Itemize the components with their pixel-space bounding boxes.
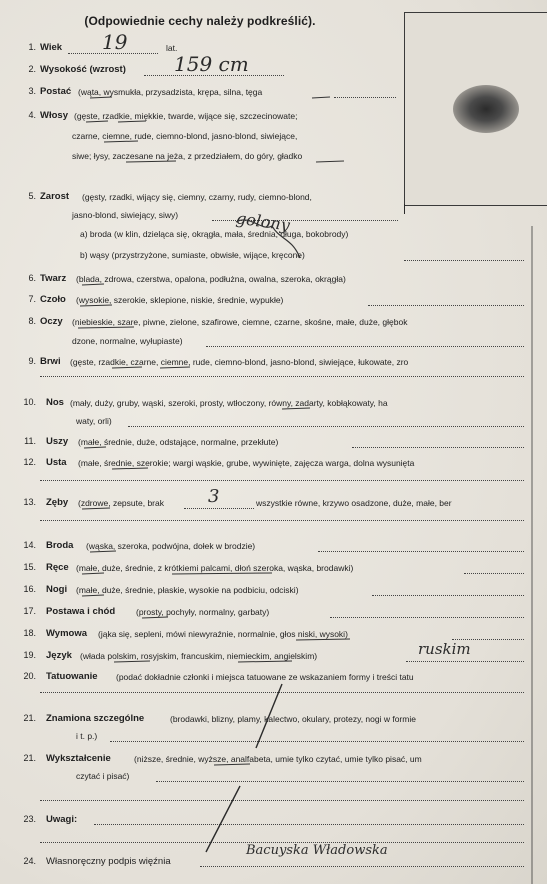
- options-znamiona-2: i t. p.): [76, 731, 98, 741]
- label-wysokosc: Wysokość (wzrost): [40, 64, 126, 75]
- options-wyksztalcenie-2: czytać i pisać): [76, 771, 130, 781]
- label-uszy: Uszy: [46, 436, 69, 447]
- options-postac: (wąta, wysmukła, przysadzista, krępa, silna, tęga: [78, 87, 263, 97]
- row-number: 4.: [28, 110, 36, 120]
- label-znamiona: Znamiona szczególne: [46, 713, 145, 724]
- underline-mark: [160, 367, 190, 368]
- options-czolo: (wysokie, szerokie, sklepione, niskie, średnie, wypukłe): [76, 295, 284, 305]
- options-znamiona-1: (brodawki, blizny, plamy, kalectwo, okulary, protezy, nogi w formie: [170, 714, 416, 724]
- row-number: 24.: [23, 856, 36, 866]
- options-uszy: (małe, średnie, duże, odstające, normalne, przekłute): [78, 437, 279, 447]
- underline-mark: [112, 468, 148, 469]
- options-rece: (małe, duże, średnie, z krótkiemi palcami, dłoń szeroka, wąska, brodawki): [76, 563, 354, 573]
- dash-stroke: [206, 786, 240, 852]
- options-wasy: b) wąsy (przystrzyżone, sumiaste, obwisłe, wijące, kręcone): [80, 250, 305, 260]
- row-number: 11.: [24, 436, 36, 446]
- underline-mark: [86, 121, 108, 122]
- options-nos-1: (mały, duży, gruby, wąski, szeroki, prosty, wtłoczony, równy, zadarty, kobłąkowaty, ha: [70, 398, 388, 408]
- options-zeby-2: wszystkie równe, krzywo osadzone, duże, małe, ber: [256, 498, 452, 508]
- underline-mark: [84, 447, 106, 448]
- options-brwi: (gęste, rzadkie, czarne, ciemne, rude, ciemno-blond, jasno-blond, siwiejące, łukowate, zro: [70, 357, 409, 367]
- handwritten-zarost: golony: [234, 208, 292, 235]
- label-postawa: Postawa i chód: [46, 606, 116, 617]
- row-number: 23.: [23, 814, 36, 824]
- underline-mark: [316, 161, 344, 162]
- row-number: 10.: [23, 397, 36, 407]
- row-number: 2.: [28, 64, 36, 74]
- row-number: 13.: [23, 497, 36, 507]
- row-number: 12.: [23, 457, 36, 467]
- unit-label: lat.: [166, 43, 178, 53]
- row-number: 21.: [23, 753, 36, 763]
- label-wyksztalcenie: Wykształcenie: [46, 753, 111, 764]
- options-broda: a) broda (w klin, dzieląca się, okrągła, mała, średnia, długa, bokobrody): [80, 229, 349, 239]
- underline-mark: [214, 764, 250, 765]
- options-zeby-1: (zdrowe, zepsute, brak: [78, 498, 164, 508]
- dash-stroke: [256, 684, 282, 748]
- underline-mark: [114, 661, 150, 662]
- row-number: 9.: [28, 356, 36, 366]
- label-wiek: Wiek: [40, 42, 63, 53]
- label-usta: Usta: [46, 457, 67, 468]
- options-broda-chin: (wąska, szeroka, podwójna, dołek w brodzie): [86, 541, 256, 551]
- options-postawa: (prosty, pochyły, normalny, garbaty): [136, 607, 270, 617]
- label-tatuowanie: Tatuowanie: [46, 671, 98, 682]
- label-jezyk: Język: [46, 650, 72, 661]
- row-number: 3.: [28, 86, 36, 96]
- underline-mark: [80, 305, 112, 306]
- row-number: 8.: [28, 316, 36, 326]
- row-number: 20.: [23, 671, 36, 681]
- options-zarost-2: jasno-blond, siwiejący, siwy): [72, 210, 179, 220]
- underline-mark: [82, 595, 104, 596]
- handwritten-language: ruskim: [418, 640, 471, 658]
- underline-mark: [126, 161, 176, 162]
- underline-mark: [142, 617, 168, 618]
- underline-mark: [238, 661, 292, 662]
- label-wlosy: Włosy: [40, 110, 68, 121]
- options-zarost-1: (gęsty, rzadki, wijący się, ciemny, czarny, rudy, ciemno-blond,: [82, 192, 312, 202]
- row-number: 1.: [28, 42, 36, 52]
- label-podpis: Własnoręczny podpis więźnia: [46, 856, 171, 867]
- row-number: 16.: [23, 584, 36, 594]
- options-wyksztalcenie-1: (niższe, średnie, wyższe, analfabeta, umie tylko czytać, umie tylko pisać, um: [134, 754, 422, 764]
- form-title: (Odpowiednie cechy należy podkreślić).: [84, 14, 316, 28]
- row-number: 5.: [28, 191, 36, 201]
- label-czolo: Czoło: [40, 294, 66, 305]
- options-usta: (małe, średnie, szerokie; wargi wąskie, grube, wywinięte, zajęcza warga, dolna wysunięta: [78, 458, 415, 468]
- options-oczy-1: (niebieskie, szare, piwne, zielone, szafirowe, ciemne, czarne, skośne, małe, duże, głębok: [72, 317, 408, 327]
- underline-mark: [104, 141, 138, 142]
- label-oczy: Oczy: [40, 316, 63, 327]
- underline-mark: [82, 284, 104, 285]
- row-number: 21.: [23, 713, 36, 723]
- label-twarz: Twarz: [40, 273, 67, 284]
- row-number: 14.: [23, 540, 36, 550]
- handwritten-teeth: 3: [208, 486, 220, 507]
- underline-mark: [78, 327, 134, 328]
- underline-mark: [112, 367, 142, 368]
- row-number: 17.: [23, 606, 36, 616]
- label-nogi: Nogi: [46, 584, 68, 595]
- label-brwi: Brwi: [40, 356, 61, 367]
- options-wymowa: (jąka się, sepleni, mówi niewyraźnie, normalnie, głos niski, wysoki): [98, 629, 348, 639]
- options-jezyk: (włada polskim, rosyjskim, francuskim, niemieckim, angielskim): [80, 651, 318, 661]
- handwritten-age: 19: [102, 30, 128, 54]
- options-oczy-2: dzone, normalne, wyłupiaste): [72, 336, 183, 346]
- label-broda: Broda: [46, 540, 74, 551]
- label-nos: Nos: [46, 397, 64, 408]
- handwritten-height: 159 cm: [174, 52, 249, 76]
- row-number: 7.: [28, 294, 36, 304]
- underline-mark: [118, 121, 146, 122]
- row-number: 6.: [28, 273, 36, 283]
- options-twarz: (blada, zdrowa, czerstwa, opalona, podłużna, owalna, szeroka, okrągła): [76, 274, 346, 284]
- options-wlosy-2: czarne, ciemne, rude, ciemno-blond, jasno-blond, siwiejące,: [72, 131, 298, 141]
- row-number: 19.: [23, 650, 36, 660]
- underline-mark: [282, 408, 310, 409]
- underline-mark: [82, 508, 110, 509]
- options-tatuowanie: (podać dokładnie członki i miejsca tatuowane ze wskazaniem formy i treści tatu: [116, 672, 414, 682]
- label-zarost: Zarost: [40, 191, 70, 202]
- underline-mark: [312, 97, 330, 98]
- underline-mark: [90, 97, 112, 98]
- underline-mark: [172, 573, 272, 574]
- underline-mark: [296, 639, 350, 640]
- zarost-scribble: [236, 220, 300, 258]
- options-nos-2: waty, orli): [76, 416, 112, 426]
- label-wymowa: Wymowa: [46, 628, 88, 639]
- row-number: 18.: [23, 628, 36, 638]
- underline-mark: [82, 573, 104, 574]
- options-wlosy-1: (gęste, rzadkie, miękkie, twarde, wijące się, szczecinowate;: [74, 111, 298, 121]
- label-uwagi: Uwagi:: [46, 814, 78, 825]
- label-rece: Ręce: [46, 562, 69, 573]
- options-nogi: (małe, duże, średnie, płaskie, wysokie na podbiciu, odciski): [76, 585, 299, 595]
- options-wlosy-3: siwe; łysy, zaczesane na jeża, z przedziałem, do góry, gładko: [72, 151, 303, 161]
- handwritten-signature: Bacuyska Władowska: [246, 843, 388, 858]
- label-postac: Postać: [40, 86, 72, 97]
- row-number: 15.: [23, 562, 36, 572]
- label-zeby: Zęby: [46, 497, 69, 508]
- underline-mark: [90, 551, 116, 552]
